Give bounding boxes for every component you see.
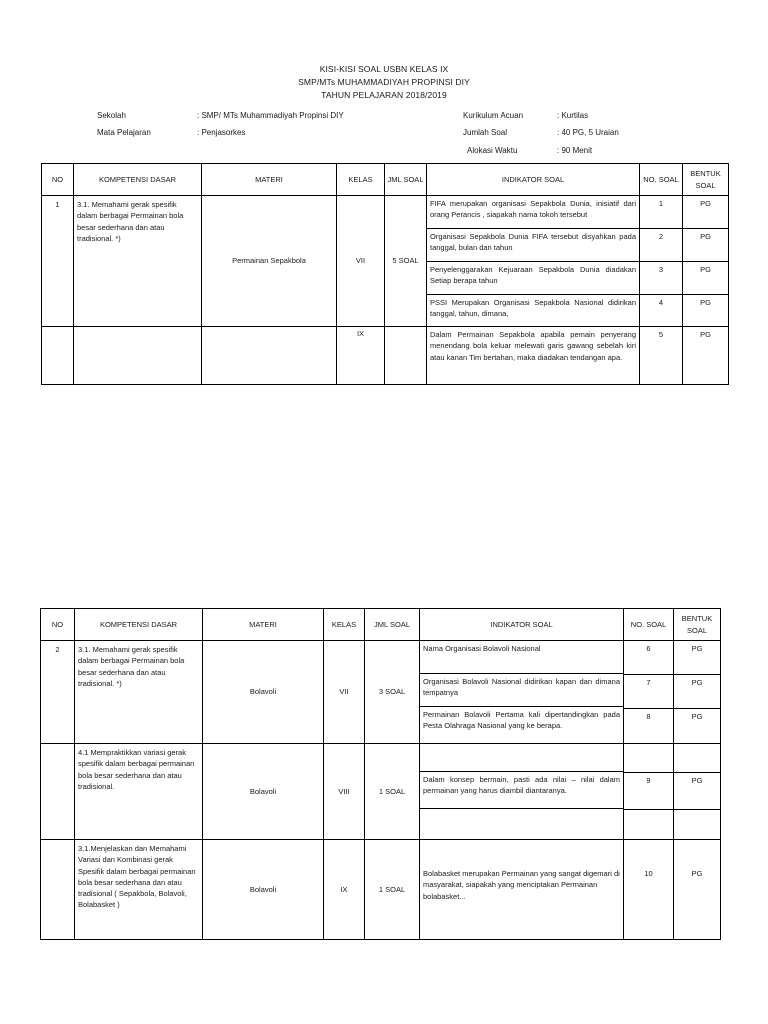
cell-jml-soal: 1 SOAL: [365, 744, 420, 840]
cell-no-soal-list: [624, 744, 674, 840]
no-soal-item: 2: [640, 229, 682, 262]
cell-kelas: VII: [337, 196, 385, 327]
table-row: [41, 641, 721, 744]
no-soal-item: [624, 810, 673, 839]
cell-kompetensi: 4.1 Mempraktikkan variasi gerak spesifik dalam berbagai permainan bola besar sederhana dan atau tradisional.: [75, 744, 203, 840]
bentuk-item: [674, 744, 720, 773]
th-bentuk-soal: BENTUK SOAL: [683, 164, 729, 196]
cell-kompetensi: [74, 327, 202, 385]
bentuk-item: PG: [683, 262, 728, 295]
table2-header-row: [41, 609, 721, 641]
cell-no: [41, 840, 75, 940]
no-soal-item: 7: [624, 675, 673, 709]
indikator-item: Nama Organisasi Bolavoli Nasional: [420, 641, 623, 674]
th-no-soal: NO. SOAL: [624, 609, 674, 641]
waktu-value: : 90 Menit: [557, 146, 593, 155]
th-bentuk-soal: BENTUK SOAL: [674, 609, 721, 641]
indikator-item: Organisasi Sepakbola Dunia FIFA tersebut disyahkan pada tanggal, bulan dan tahun: [427, 229, 639, 262]
cell-bentuk: PG: [683, 327, 729, 385]
indikator-item: FIFA merupakan organisasi Sepakbola Dunia, inisiatif dari orang Perancis , siapakah nama tokoh tersebut: [427, 196, 639, 229]
cell-kompetensi: 3.1. Memahami gerak spesifik dalam berbagai Permainan bola besar sederhana dan atau tradisional. *): [75, 641, 203, 744]
th-no: NO: [42, 164, 74, 196]
cell-jml-soal: 3 SOAL: [365, 641, 420, 744]
cell-materi: Bolavoli: [203, 641, 324, 744]
no-soal-item: 6: [624, 641, 673, 675]
cell-bentuk-list: [674, 641, 721, 744]
bentuk-item: PG: [674, 773, 720, 810]
table-row: [41, 840, 721, 940]
cell-no: [41, 744, 75, 840]
no-soal-item: [624, 744, 673, 773]
no-soal-item: 8: [646, 712, 651, 721]
kisi-table-1: [41, 163, 729, 385]
bentuk-item: PG: [674, 675, 720, 709]
bentuk-item: PG: [691, 712, 703, 721]
cell-indikator: Dalam Permainan Sepakbola apabila pemain penyerang menendang bola keluar melewati garis gawang sebelah kiri atau kanan Tim bertahan, maka diadakan tendangan apa.: [427, 327, 640, 385]
no-soal-item: 9: [624, 773, 673, 810]
cell-kompetensi: 3.1.Menjelaskan dan Memahami Variasi dan Kombinasi gerak Spesifik dalam berbagai permainan bola besar sederhana dan atau tradisional ( Sepakbola, Bolavoli, Bolabasket ): [75, 840, 203, 940]
doc-title-line1: KISI-KISI SOAL USBN KELAS IX: [319, 64, 449, 74]
cell-no-soal: 5: [640, 327, 683, 385]
waktu-label: Alokasi Waktu: [467, 146, 518, 155]
cell-kelas: IX: [337, 327, 385, 385]
cell-no-soal: 10: [624, 840, 674, 940]
indikator-item: Dalam konsep bermain, pasti ada nilai – nilai dalam permainan yang harus diambil diantaranya.: [420, 772, 623, 809]
jumlah-value: : 40 PG, 5 Uraian: [557, 128, 619, 137]
indikator-item: Penyelenggarakan Kejuaraan Sepakbola Dunia diadakan Setiap berapa tahun: [427, 262, 639, 295]
cell-indikator-list: [420, 744, 624, 840]
doc-title-line3: TAHUN PELAJARAN 2018/2019: [321, 90, 447, 100]
indikator-item: Permainan Bolavoli Pertama kali dipertandingkan pada Pesta Olahraga Nasional yang ke berapa.: [423, 710, 620, 731]
kurikulum-value: : Kurtilas: [557, 111, 589, 120]
th-kompetensi: KOMPETENSI DASAR: [75, 609, 203, 641]
kurikulum-label: Kurikulum Acuan: [463, 111, 524, 120]
bentuk-item: PG: [683, 196, 728, 229]
th-materi: MATERI: [203, 609, 324, 641]
indikator-item: PSSI Merupakan Organisasi Sepakbola Nasional didirikan tanggal, tahun, dimana,: [430, 298, 636, 319]
no-soal-item: 1: [640, 196, 682, 229]
th-kompetensi: KOMPETENSI DASAR: [74, 164, 202, 196]
table-row: [42, 196, 729, 327]
cell-indikator-list: [420, 641, 624, 744]
table1-header-row: [42, 164, 729, 196]
cell-kelas: VIII: [324, 744, 365, 840]
cell-no: [42, 327, 74, 385]
cell-no-soal-list: [624, 641, 674, 744]
sekolah-label: Sekolah: [97, 111, 126, 120]
th-no: NO: [41, 609, 75, 641]
sekolah-value: : SMP/ MTs Muhammadiyah Propinsi DIY: [197, 111, 344, 120]
mapel-label: Mata Pelajaran: [97, 128, 151, 137]
cell-no: 2: [41, 641, 75, 744]
cell-bentuk-list: [683, 196, 729, 327]
bentuk-item: PG: [683, 229, 728, 262]
cell-kompetensi: 3.1. Memahami gerak spesifik dalam berbagai Permainan bola besar sederhana dan atau tradisional. *): [74, 196, 202, 327]
cell-indikator: Bolabasket merupakan Permainan yang sangat digemari di masyarakat, siapakah yang menciptakan Permainan bolabasket...: [420, 840, 624, 940]
bentuk-item: PG: [674, 641, 720, 675]
th-jml-soal: JML SOAL: [365, 609, 420, 641]
cell-kelas: IX: [324, 840, 365, 940]
cell-no: 1: [42, 196, 74, 327]
cell-kelas: VII: [324, 641, 365, 744]
th-indikator: INDIKATOR SOAL: [420, 609, 624, 641]
bentuk-item: PG: [700, 298, 711, 307]
table-row: [41, 744, 721, 840]
indikator-item: Organisasi Bolavoli Nasional didirikan kapan dan dimana tempatnya: [420, 674, 623, 707]
cell-jml-soal: 5 SOAL: [385, 196, 427, 327]
th-kelas: KELAS: [324, 609, 365, 641]
th-jml-soal: JML SOAL: [385, 164, 427, 196]
cell-jml-soal: [385, 327, 427, 385]
th-kelas: KELAS: [337, 164, 385, 196]
no-soal-item: 4: [658, 298, 664, 307]
mapel-value: : Penjasorkes: [197, 128, 246, 137]
cell-no-soal-list: [640, 196, 683, 327]
th-indikator: INDIKATOR SOAL: [427, 164, 640, 196]
jumlah-label: Jumlah Soal: [463, 128, 508, 137]
indikator-item: [420, 744, 623, 772]
cell-materi: Bolavoli: [203, 744, 324, 840]
cell-bentuk-list: [674, 744, 721, 840]
kisi-table-2: [40, 608, 721, 940]
cell-materi: [202, 327, 337, 385]
bentuk-item: [674, 810, 720, 839]
indikator-item: [420, 809, 623, 838]
no-soal-item: 3: [640, 262, 682, 295]
cell-materi: Bolavoli: [203, 840, 324, 940]
cell-jml-soal: 1 SOAL: [365, 840, 420, 940]
table-row: [42, 327, 729, 385]
cell-indikator-list: [427, 196, 640, 327]
cell-bentuk: PG: [674, 840, 721, 940]
cell-materi: Permainan Sepakbola: [202, 196, 337, 327]
doc-title-line2: SMP/MTs MUHAMMADIYAH PROPINSI DIY: [298, 77, 470, 87]
th-no-soal: NO. SOAL: [640, 164, 683, 196]
th-materi: MATERI: [202, 164, 337, 196]
